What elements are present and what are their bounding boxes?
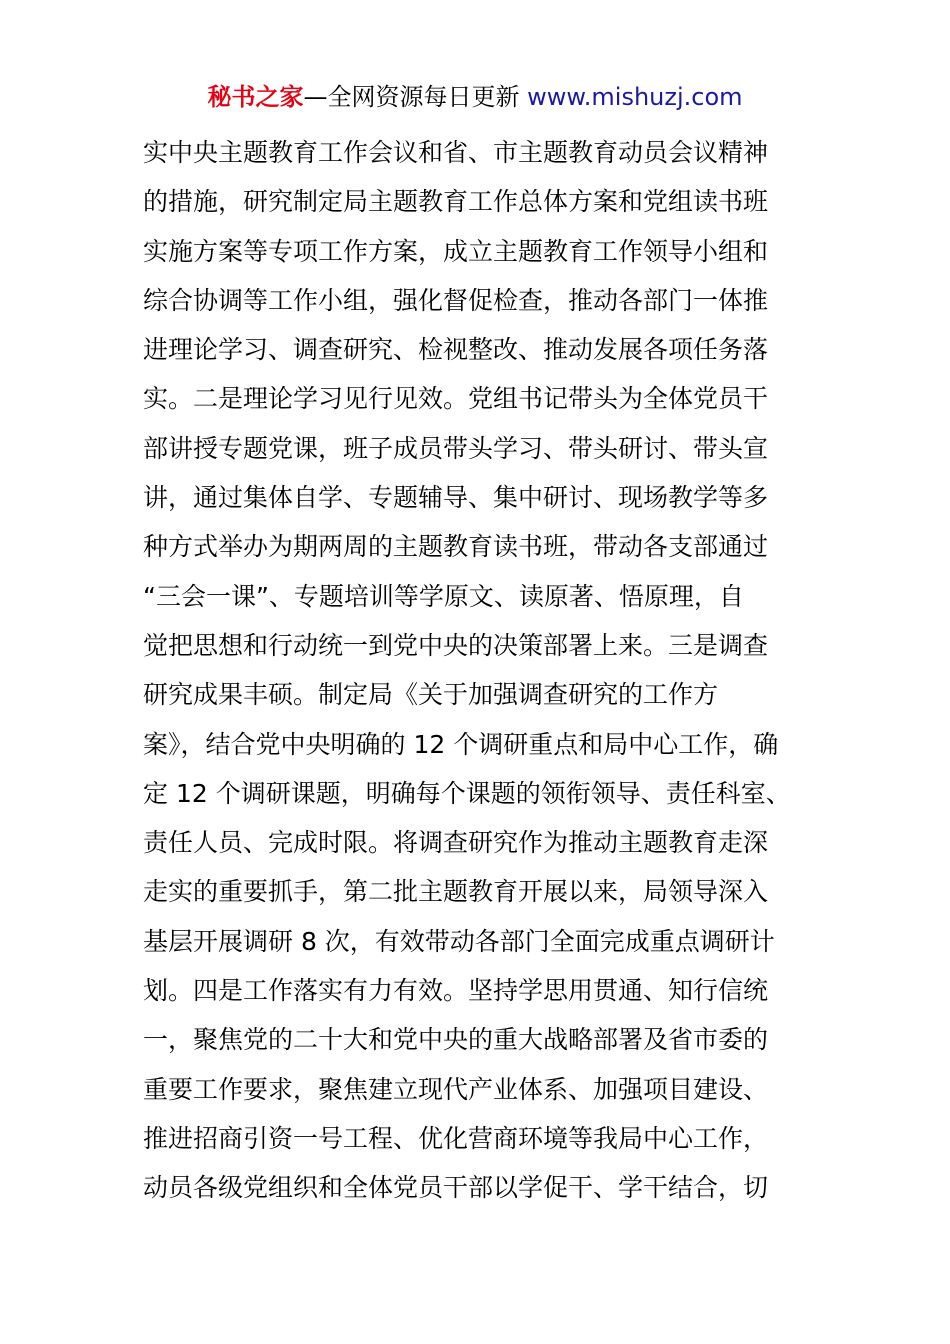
- text-line: 的措施，研究制定局主题教育工作总体方案和党组读书班: [143, 187, 769, 217]
- text-line: 划。四是工作落实有力有效。坚持学思用贯通、知行信统: [143, 976, 769, 1006]
- brand-name: 秘书之家: [207, 83, 304, 111]
- text-line: 讲，通过集体自学、专题辅导、集中研讨、现场教学等多: [143, 483, 769, 513]
- text-line: 实中央主题教育工作会议和省、市主题教育动员会议精神: [143, 138, 769, 167]
- document-body: [143, 128, 823, 1213]
- text-line: 实。二是理论学习见行见效。党组书记带头为全体党员干: [143, 384, 769, 414]
- site-url[interactable]: www.mishuzj.com: [527, 83, 743, 111]
- text-line: 定 12 个调研课题，明确每个课题的领衔领导、责任科室、: [143, 778, 791, 808]
- header-tagline: —全网资源每日更新: [303, 83, 528, 111]
- text-line: 重要工作要求，聚焦建立现代产业体系、加强项目建设、: [143, 1074, 769, 1104]
- text-line: 实施方案等专项工作方案，成立主题教育工作领导小组和: [143, 236, 769, 266]
- text-line: 研究成果丰硕。制定局《关于加强调查研究的工作方: [143, 680, 719, 710]
- text-line: 推进招商引资一号工程、优化营商环境等我局中心工作，: [143, 1123, 769, 1153]
- text-line: 动员各级党组织和全体党员干部以学促干、学干结合，切: [143, 1173, 769, 1203]
- text-line: 综合协调等工作小组，强化督促检查，推动各部门一体推: [143, 285, 769, 315]
- text-line: 责任人员、完成时限。将调查研究作为推动主题教育走深: [143, 828, 769, 858]
- text-line: “三会一课”、专题培训等学原文、读原著、悟原理，自: [143, 581, 744, 611]
- text-line: 觉把思想和行动统一到党中央的决策部署上来。三是调查: [143, 630, 769, 660]
- page-header: [0, 80, 950, 114]
- text-line: 基层开展调研 8 次，有效带动各部门全面完成重点调研计: [143, 926, 775, 956]
- text-line: 案》，结合党中央明确的 12 个调研重点和局中心工作，确: [143, 729, 779, 759]
- text-line: 种方式举办为期两周的主题教育读书班，带动各支部通过: [143, 532, 769, 562]
- text-line: 走实的重要抓手，第二批主题教育开展以来，局领导深入: [143, 877, 769, 907]
- text-line: 部讲授专题党课，班子成员带头学习、带头研讨、带头宣: [143, 433, 769, 463]
- text-line: 进理论学习、调查研究、检视整改、推动发展各项任务落: [143, 335, 769, 365]
- text-line: 一，聚焦党的二十大和党中央的重大战略部署及省市委的: [143, 1025, 769, 1055]
